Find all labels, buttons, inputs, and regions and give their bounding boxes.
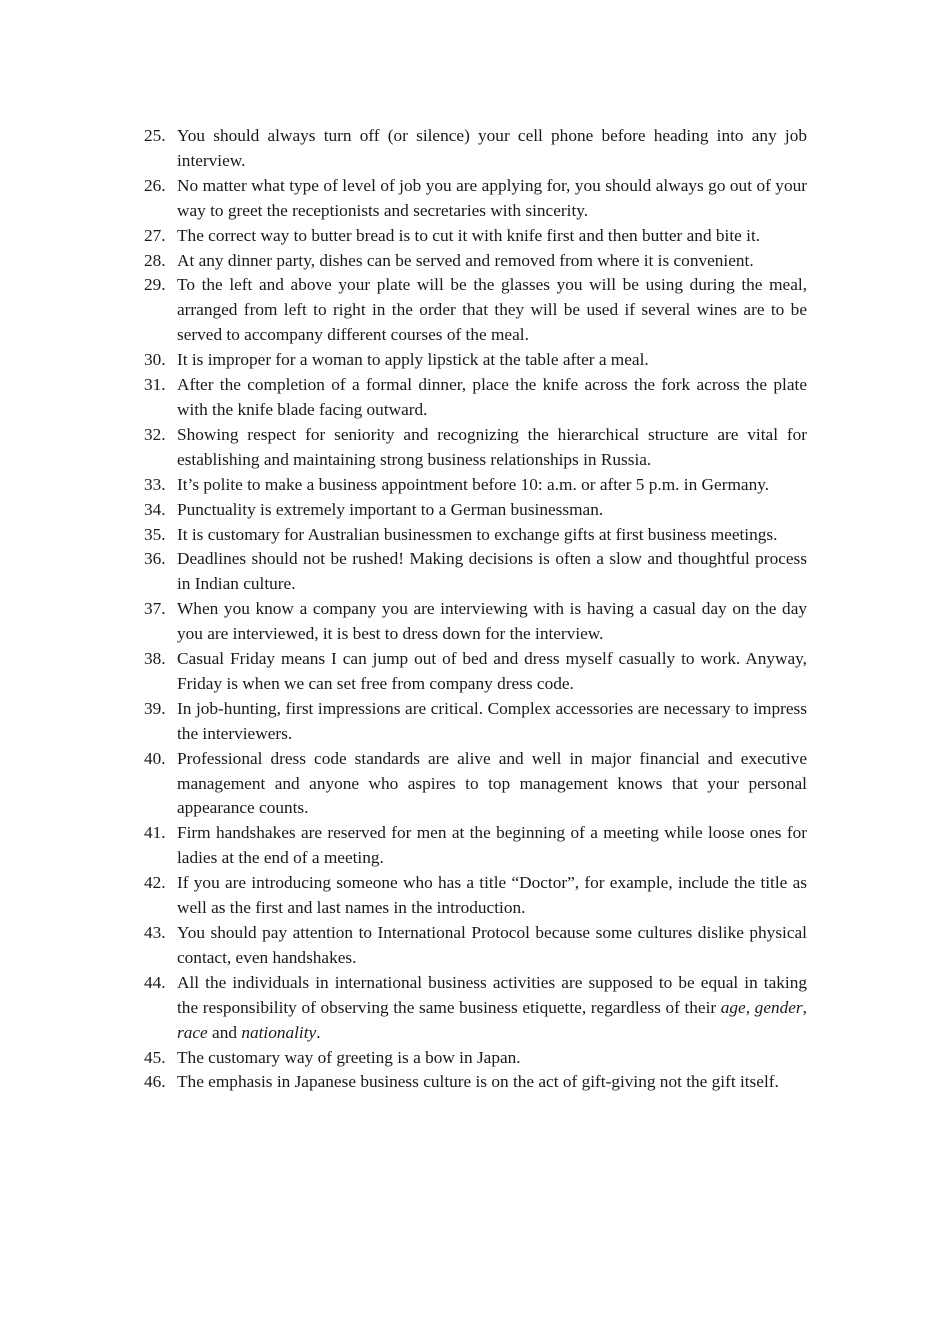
separator: , [745,997,755,1017]
item-text: To the left and above your plate will be the glasses you will be using during the meal, arranged from left to right in the order that they will be used if several wines are to be served to accompany different courses of the meal. [177,275,807,345]
item-text: Punctuality is extremely important to a German businessman. [177,499,604,519]
list-item [144,921,807,971]
item-number: 38. [144,649,166,669]
item-text: Casual Friday means I can jump out of bed and dress myself casually to work. Anyway, Friday is when we can set free from company dress code. [177,649,807,693]
item-number: 40. [144,748,166,768]
separator: , [802,997,807,1017]
list-item [144,224,807,249]
item-text: It is customary for Australian businessmen to exchange gifts at first business meetings. [177,524,778,544]
list-item [144,597,807,647]
item-number: 37. [144,599,166,619]
item-number: 27. [144,225,166,245]
item-text-lead: All the individuals in international business activities are supposed to be equal in taking the responsibility of observing the same business etiquette, regardless of their [177,972,807,1017]
item-text: No matter what type of level of job you are applying for, you should always go out of your way to greet the receptionists and secretaries with sincerity. [177,175,807,220]
item-number: 33. [144,474,166,494]
item-text: At any dinner party, dishes can be served and removed from where it is convenient. [177,250,754,270]
item-text: If you are introducing someone who has a title “Doctor”, for example, include the title as well as the first and last names in the introduction. [177,873,807,918]
item-number: 39. [144,698,166,718]
item-number: 46. [144,1072,166,1092]
list-item [144,871,807,921]
item-number: 42. [144,873,166,893]
item-text: In job-hunting, first impressions are critical. Complex accessories are necessary to impress the interviewers. [177,698,807,743]
list-item [144,124,807,174]
item-text: The customary way of greeting is a bow in Japan. [177,1047,521,1067]
item-text: Showing respect for seniority and recognizing the hierarchical structure are vital for establishing and maintaining strong business relationships in Russia. [177,424,807,469]
item-number: 44. [144,972,166,992]
conjunction: and [207,1022,242,1042]
list-item [144,523,807,548]
item-text: When you know a company you are interviewing with is having a casual day on the day you are interviewed, it is best to dress down for the interview. [177,599,807,644]
list-item [144,647,807,697]
list-item [144,249,807,274]
emphasis-gender: gender [754,997,803,1017]
statement-list [144,124,807,1095]
item-number: 34. [144,499,166,519]
list-item [144,473,807,498]
item-number: 36. [144,549,166,569]
list-item [144,498,807,523]
emphasis-race: race [177,1022,208,1042]
list-item [144,348,807,373]
item-text [177,971,807,1046]
item-number: 28. [144,250,166,270]
item-text: You should pay attention to International Protocol because some cultures dislike physical contact, even handshakes. [177,923,807,967]
emphasis-age: age [720,997,746,1017]
list-item [144,174,807,224]
item-number: 26. [144,175,166,195]
item-number: 41. [144,823,166,843]
item-text: It’s polite to make a business appointment before 10: a.m. or after 5 p.m. in Germany. [177,474,770,494]
list-item [144,547,807,597]
period: . [316,1022,321,1042]
item-text: Firm handshakes are reserved for men at the beginning of a meeting while loose ones for ladies at the end of a meeting. [177,823,807,868]
item-number: 35. [144,524,166,544]
emphasis-nationality: nationality [241,1022,317,1042]
item-number: 31. [144,375,166,395]
item-number: 30. [144,350,166,370]
list-item [144,373,807,423]
item-number: 43. [144,923,166,942]
item-text: The emphasis in Japanese business culture is on the act of gift-giving not the gift itself. [177,1072,779,1092]
item-text: You should always turn off (or silence) your cell phone before heading into any job interview. [177,126,807,170]
item-number: 25. [144,126,166,145]
item-text: After the completion of a formal dinner, place the knife across the fork across the plate with the knife blade facing outward. [177,375,807,419]
item-text: Deadlines should not be rushed! Making decisions is often a slow and thoughtful process in Indian culture. [177,549,807,594]
list-item [144,273,807,348]
item-number: 29. [144,275,166,295]
list-item [144,821,807,871]
list-item [144,1070,807,1095]
list-item [144,423,807,473]
item-text: The correct way to butter bread is to cut it with knife first and then butter and bite it. [177,225,761,245]
item-text: Professional dress code standards are alive and well in major financial and executive management and anyone who aspires to top management knows that your personal appearance counts. [177,748,807,818]
item-text: It is improper for a woman to apply lipstick at the table after a meal. [177,350,649,370]
item-number: 45. [144,1047,166,1067]
list-item [144,747,807,822]
item-number: 32. [144,424,166,444]
list-item [144,971,807,1046]
list-item [144,1046,807,1071]
list-item [144,697,807,747]
